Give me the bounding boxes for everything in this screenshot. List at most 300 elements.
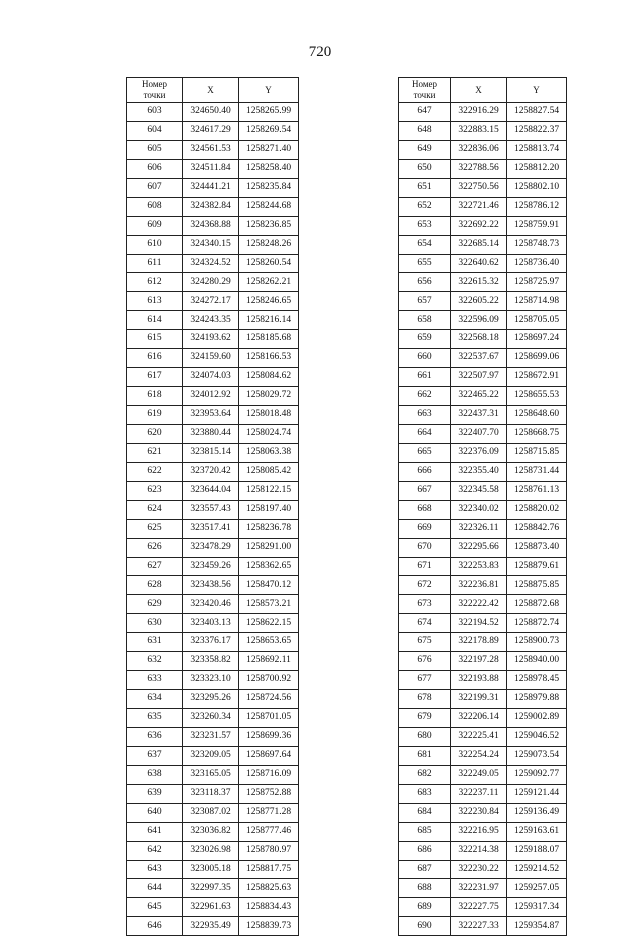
cell-y: 1258697.64 xyxy=(239,746,299,765)
cell-x: 322231.97 xyxy=(451,879,507,898)
cell-y: 1258024.74 xyxy=(239,424,299,443)
cell-point-number: 605 xyxy=(127,140,183,159)
table-row xyxy=(127,690,299,709)
cell-x: 322615.32 xyxy=(451,273,507,292)
table-row xyxy=(399,803,567,822)
cell-x: 324193.62 xyxy=(183,330,239,349)
cell-y: 1259136.49 xyxy=(507,803,567,822)
cell-x: 323880.44 xyxy=(183,424,239,443)
cell-point-number: 617 xyxy=(127,368,183,387)
cell-x: 323260.34 xyxy=(183,709,239,728)
table-row xyxy=(399,917,567,936)
cell-point-number: 650 xyxy=(399,159,451,178)
cell-x: 322692.22 xyxy=(451,216,507,235)
cell-x: 324280.29 xyxy=(183,273,239,292)
cell-point-number: 616 xyxy=(127,349,183,368)
cell-point-number: 685 xyxy=(399,822,451,841)
table-row xyxy=(399,576,567,595)
cell-x: 322227.33 xyxy=(451,917,507,936)
header-point-number xyxy=(399,78,451,103)
cell-point-number: 609 xyxy=(127,216,183,235)
cell-point-number: 636 xyxy=(127,727,183,746)
table-row xyxy=(127,349,299,368)
cell-point-number: 652 xyxy=(399,197,451,216)
table-row xyxy=(127,822,299,841)
header-point-number-line2: точки xyxy=(143,90,166,100)
table-row xyxy=(127,557,299,576)
table-row xyxy=(127,898,299,917)
cell-y: 1258362.65 xyxy=(239,557,299,576)
cell-x: 322721.46 xyxy=(451,197,507,216)
table-row xyxy=(399,216,567,235)
cell-x: 323118.37 xyxy=(183,784,239,803)
cell-point-number: 660 xyxy=(399,349,451,368)
cell-x: 323953.64 xyxy=(183,406,239,425)
cell-x: 323478.29 xyxy=(183,538,239,557)
cell-y: 1258258.40 xyxy=(239,159,299,178)
cell-y: 1259073.54 xyxy=(507,746,567,765)
cell-point-number: 682 xyxy=(399,765,451,784)
cell-point-number: 639 xyxy=(127,784,183,803)
cell-y: 1258166.53 xyxy=(239,349,299,368)
table-row xyxy=(399,519,567,538)
cell-x: 322237.11 xyxy=(451,784,507,803)
cell-x: 323438.56 xyxy=(183,576,239,595)
table-row xyxy=(127,917,299,936)
cell-x: 323231.57 xyxy=(183,727,239,746)
table-row xyxy=(399,159,567,178)
cell-point-number: 657 xyxy=(399,292,451,311)
cell-point-number: 635 xyxy=(127,709,183,728)
table-row xyxy=(127,292,299,311)
cell-y: 1258820.02 xyxy=(507,500,567,519)
cell-y: 1258705.05 xyxy=(507,311,567,330)
cell-x: 322197.28 xyxy=(451,652,507,671)
table-row xyxy=(399,406,567,425)
cell-point-number: 669 xyxy=(399,519,451,538)
cell-point-number: 665 xyxy=(399,443,451,462)
cell-y: 1258940.00 xyxy=(507,652,567,671)
cell-point-number: 611 xyxy=(127,254,183,273)
cell-point-number: 643 xyxy=(127,860,183,879)
cell-y: 1258244.68 xyxy=(239,197,299,216)
cell-y: 1258979.88 xyxy=(507,690,567,709)
table-row xyxy=(399,727,567,746)
cell-y: 1259046.52 xyxy=(507,727,567,746)
table-row xyxy=(399,349,567,368)
cell-y: 1258839.73 xyxy=(239,917,299,936)
table-row xyxy=(127,406,299,425)
cell-point-number: 667 xyxy=(399,481,451,500)
cell-x: 322214.38 xyxy=(451,841,507,860)
table-row xyxy=(399,595,567,614)
cell-x: 322407.70 xyxy=(451,424,507,443)
cell-point-number: 645 xyxy=(127,898,183,917)
cell-x: 322997.35 xyxy=(183,879,239,898)
cell-x: 322883.15 xyxy=(451,121,507,140)
table-row xyxy=(399,443,567,462)
cell-x: 322507.97 xyxy=(451,368,507,387)
cell-y: 1258246.65 xyxy=(239,292,299,311)
cell-point-number: 621 xyxy=(127,443,183,462)
cell-x: 323087.02 xyxy=(183,803,239,822)
cell-y: 1258291.00 xyxy=(239,538,299,557)
cell-x: 322193.88 xyxy=(451,671,507,690)
cell-x: 322178.89 xyxy=(451,633,507,652)
cell-x: 322355.40 xyxy=(451,462,507,481)
cell-point-number: 654 xyxy=(399,235,451,254)
cell-point-number: 625 xyxy=(127,519,183,538)
table-row xyxy=(399,368,567,387)
table-row xyxy=(399,273,567,292)
cell-y: 1258736.40 xyxy=(507,254,567,273)
table-row xyxy=(127,387,299,406)
cell-x: 323026.98 xyxy=(183,841,239,860)
cell-y: 1259317.34 xyxy=(507,898,567,917)
table-header-row xyxy=(399,78,567,103)
cell-y: 1258872.68 xyxy=(507,595,567,614)
table-row xyxy=(399,614,567,633)
cell-y: 1258236.78 xyxy=(239,519,299,538)
table-row xyxy=(127,709,299,728)
cell-x: 322750.56 xyxy=(451,178,507,197)
header-point-number-line1: Номер xyxy=(141,79,168,89)
cell-y: 1258653.65 xyxy=(239,633,299,652)
table-row xyxy=(127,235,299,254)
cell-x: 323358.82 xyxy=(183,652,239,671)
table-row xyxy=(127,652,299,671)
table-row xyxy=(399,462,567,481)
cell-y: 1258701.05 xyxy=(239,709,299,728)
cell-x: 322788.56 xyxy=(451,159,507,178)
cell-y: 1258271.40 xyxy=(239,140,299,159)
table-row xyxy=(127,784,299,803)
cell-x: 322326.11 xyxy=(451,519,507,538)
cell-y: 1258978.45 xyxy=(507,671,567,690)
cell-x: 323323.10 xyxy=(183,671,239,690)
cell-x: 322222.42 xyxy=(451,595,507,614)
table-row xyxy=(399,121,567,140)
cell-x: 324650.40 xyxy=(183,103,239,122)
table-row xyxy=(399,709,567,728)
cell-y: 1258748.73 xyxy=(507,235,567,254)
cell-point-number: 615 xyxy=(127,330,183,349)
table-row xyxy=(399,898,567,917)
cell-point-number: 664 xyxy=(399,424,451,443)
cell-point-number: 672 xyxy=(399,576,451,595)
table-row xyxy=(399,500,567,519)
cell-x: 323420.46 xyxy=(183,595,239,614)
cell-point-number: 671 xyxy=(399,557,451,576)
table-row xyxy=(127,103,299,122)
cell-x: 322227.75 xyxy=(451,898,507,917)
table-row xyxy=(127,254,299,273)
cell-point-number: 676 xyxy=(399,652,451,671)
cell-point-number: 670 xyxy=(399,538,451,557)
cell-point-number: 646 xyxy=(127,917,183,936)
cell-point-number: 679 xyxy=(399,709,451,728)
cell-x: 324340.15 xyxy=(183,235,239,254)
cell-x: 324382.84 xyxy=(183,197,239,216)
cell-point-number: 626 xyxy=(127,538,183,557)
table-row xyxy=(127,633,299,652)
cell-point-number: 628 xyxy=(127,576,183,595)
cell-x: 323165.05 xyxy=(183,765,239,784)
cell-y: 1258759.91 xyxy=(507,216,567,235)
table-row xyxy=(399,481,567,500)
cell-x: 323815.14 xyxy=(183,443,239,462)
cell-point-number: 618 xyxy=(127,387,183,406)
cell-point-number: 668 xyxy=(399,500,451,519)
cell-x: 322236.81 xyxy=(451,576,507,595)
table-row xyxy=(127,159,299,178)
table-row xyxy=(127,765,299,784)
table-row xyxy=(127,330,299,349)
header-y: Y xyxy=(239,78,299,103)
cell-y: 1258842.76 xyxy=(507,519,567,538)
cell-point-number: 630 xyxy=(127,614,183,633)
cell-point-number: 651 xyxy=(399,178,451,197)
table-row xyxy=(399,652,567,671)
cell-y: 1258771.28 xyxy=(239,803,299,822)
cell-x: 322437.31 xyxy=(451,406,507,425)
cell-x: 322685.14 xyxy=(451,235,507,254)
cell-y: 1258873.40 xyxy=(507,538,567,557)
cell-y: 1258817.75 xyxy=(239,860,299,879)
table-row xyxy=(127,671,299,690)
cell-x: 324324.52 xyxy=(183,254,239,273)
cell-x: 322199.31 xyxy=(451,690,507,709)
cell-point-number: 607 xyxy=(127,178,183,197)
cell-y: 1258813.74 xyxy=(507,140,567,159)
table-row xyxy=(127,197,299,216)
cell-y: 1259188.07 xyxy=(507,841,567,860)
cell-point-number: 674 xyxy=(399,614,451,633)
cell-x: 324511.84 xyxy=(183,159,239,178)
table-row xyxy=(399,671,567,690)
cell-y: 1258029.72 xyxy=(239,387,299,406)
cell-point-number: 624 xyxy=(127,500,183,519)
cell-point-number: 647 xyxy=(399,103,451,122)
cell-y: 1259214.52 xyxy=(507,860,567,879)
cell-x: 324159.60 xyxy=(183,349,239,368)
cell-point-number: 603 xyxy=(127,103,183,122)
cell-x: 324074.03 xyxy=(183,368,239,387)
cell-y: 1258672.91 xyxy=(507,368,567,387)
cell-y: 1259002.89 xyxy=(507,709,567,728)
table-row xyxy=(399,311,567,330)
table-row xyxy=(127,519,299,538)
cell-y: 1258879.61 xyxy=(507,557,567,576)
cell-y: 1258761.13 xyxy=(507,481,567,500)
cell-point-number: 649 xyxy=(399,140,451,159)
table-row xyxy=(127,727,299,746)
cell-y: 1258197.40 xyxy=(239,500,299,519)
cell-y: 1258655.53 xyxy=(507,387,567,406)
cell-point-number: 658 xyxy=(399,311,451,330)
table-row xyxy=(127,500,299,519)
cell-y: 1258699.36 xyxy=(239,727,299,746)
table-row xyxy=(127,746,299,765)
cell-x: 323295.26 xyxy=(183,690,239,709)
header-x: X xyxy=(183,78,239,103)
table-row xyxy=(127,178,299,197)
table-row xyxy=(127,595,299,614)
cell-y: 1258724.56 xyxy=(239,690,299,709)
cell-point-number: 656 xyxy=(399,273,451,292)
cell-x: 322596.09 xyxy=(451,311,507,330)
table-row xyxy=(399,292,567,311)
table-row xyxy=(399,103,567,122)
cell-point-number: 640 xyxy=(127,803,183,822)
cell-y: 1258260.54 xyxy=(239,254,299,273)
cell-point-number: 686 xyxy=(399,841,451,860)
cell-point-number: 613 xyxy=(127,292,183,311)
cell-y: 1258648.60 xyxy=(507,406,567,425)
cell-x: 322605.22 xyxy=(451,292,507,311)
header-point-number-line1: Номер xyxy=(411,79,438,89)
page-number: 720 xyxy=(308,44,332,60)
cell-y: 1258825.63 xyxy=(239,879,299,898)
table-row xyxy=(127,311,299,330)
cell-point-number: 622 xyxy=(127,462,183,481)
cell-x: 323376.17 xyxy=(183,633,239,652)
cell-point-number: 648 xyxy=(399,121,451,140)
table-row xyxy=(399,178,567,197)
table-row xyxy=(399,633,567,652)
table-row xyxy=(127,462,299,481)
cell-y: 1258699.06 xyxy=(507,349,567,368)
cell-x: 322836.06 xyxy=(451,140,507,159)
table-row xyxy=(399,197,567,216)
cell-y: 1258900.73 xyxy=(507,633,567,652)
table-row xyxy=(127,140,299,159)
cell-y: 1259354.87 xyxy=(507,917,567,936)
cell-y: 1258700.92 xyxy=(239,671,299,690)
header-x: X xyxy=(451,78,507,103)
cell-y: 1258262.21 xyxy=(239,273,299,292)
cell-x: 324368.88 xyxy=(183,216,239,235)
cell-x: 322194.52 xyxy=(451,614,507,633)
cell-x: 323720.42 xyxy=(183,462,239,481)
cell-y: 1258622.15 xyxy=(239,614,299,633)
cell-point-number: 683 xyxy=(399,784,451,803)
cell-x: 323644.04 xyxy=(183,481,239,500)
cell-point-number: 642 xyxy=(127,841,183,860)
cell-x: 323005.18 xyxy=(183,860,239,879)
table-row xyxy=(399,822,567,841)
table-row xyxy=(127,121,299,140)
table-row xyxy=(399,860,567,879)
cell-point-number: 638 xyxy=(127,765,183,784)
cell-y: 1258185.68 xyxy=(239,330,299,349)
cell-y: 1259092.77 xyxy=(507,765,567,784)
cell-y: 1258265.99 xyxy=(239,103,299,122)
cell-x: 322340.02 xyxy=(451,500,507,519)
cell-point-number: 612 xyxy=(127,273,183,292)
cell-y: 1259257.05 xyxy=(507,879,567,898)
table-row xyxy=(127,273,299,292)
cell-point-number: 619 xyxy=(127,406,183,425)
cell-x: 322568.18 xyxy=(451,330,507,349)
cell-point-number: 688 xyxy=(399,879,451,898)
cell-point-number: 606 xyxy=(127,159,183,178)
cell-point-number: 655 xyxy=(399,254,451,273)
cell-x: 322916.29 xyxy=(451,103,507,122)
table-row xyxy=(399,424,567,443)
cell-y: 1258063.38 xyxy=(239,443,299,462)
table-row xyxy=(399,879,567,898)
cell-y: 1258122.15 xyxy=(239,481,299,500)
cell-y: 1258573.21 xyxy=(239,595,299,614)
cell-point-number: 641 xyxy=(127,822,183,841)
cell-y: 1258018.48 xyxy=(239,406,299,425)
cell-x: 323209.05 xyxy=(183,746,239,765)
cell-point-number: 637 xyxy=(127,746,183,765)
cell-y: 1258716.09 xyxy=(239,765,299,784)
cell-y: 1258725.97 xyxy=(507,273,567,292)
cell-y: 1258216.14 xyxy=(239,311,299,330)
cell-y: 1258692.11 xyxy=(239,652,299,671)
cell-y: 1258085.42 xyxy=(239,462,299,481)
cell-point-number: 620 xyxy=(127,424,183,443)
cell-y: 1258714.98 xyxy=(507,292,567,311)
coordinates-table-right xyxy=(398,77,567,936)
table-row xyxy=(127,424,299,443)
cell-y: 1258715.85 xyxy=(507,443,567,462)
cell-y: 1258802.10 xyxy=(507,178,567,197)
cell-x: 322465.22 xyxy=(451,387,507,406)
table-body-right xyxy=(399,103,567,936)
cell-x: 322249.05 xyxy=(451,765,507,784)
cell-y: 1258470.12 xyxy=(239,576,299,595)
cell-point-number: 644 xyxy=(127,879,183,898)
cell-point-number: 666 xyxy=(399,462,451,481)
cell-point-number: 662 xyxy=(399,387,451,406)
coordinates-table-left xyxy=(126,77,299,936)
cell-x: 324272.17 xyxy=(183,292,239,311)
cell-x: 322253.83 xyxy=(451,557,507,576)
cell-y: 1258827.54 xyxy=(507,103,567,122)
cell-point-number: 689 xyxy=(399,898,451,917)
cell-y: 1258235.84 xyxy=(239,178,299,197)
cell-x: 324243.35 xyxy=(183,311,239,330)
table-row xyxy=(127,368,299,387)
cell-y: 1259163.61 xyxy=(507,822,567,841)
table-row xyxy=(399,538,567,557)
table-row xyxy=(399,557,567,576)
cell-x: 322216.95 xyxy=(451,822,507,841)
cell-y: 1258236.85 xyxy=(239,216,299,235)
cell-y: 1258269.54 xyxy=(239,121,299,140)
header-point-number xyxy=(127,78,183,103)
cell-point-number: 627 xyxy=(127,557,183,576)
cell-point-number: 677 xyxy=(399,671,451,690)
cell-point-number: 661 xyxy=(399,368,451,387)
cell-x: 322230.22 xyxy=(451,860,507,879)
cell-point-number: 684 xyxy=(399,803,451,822)
table-row xyxy=(399,140,567,159)
cell-x: 323557.43 xyxy=(183,500,239,519)
cell-y: 1258731.44 xyxy=(507,462,567,481)
table-row xyxy=(399,387,567,406)
cell-x: 323036.82 xyxy=(183,822,239,841)
cell-point-number: 678 xyxy=(399,690,451,709)
table-row xyxy=(127,879,299,898)
cell-x: 322345.58 xyxy=(451,481,507,500)
cell-x: 322295.66 xyxy=(451,538,507,557)
cell-point-number: 614 xyxy=(127,311,183,330)
